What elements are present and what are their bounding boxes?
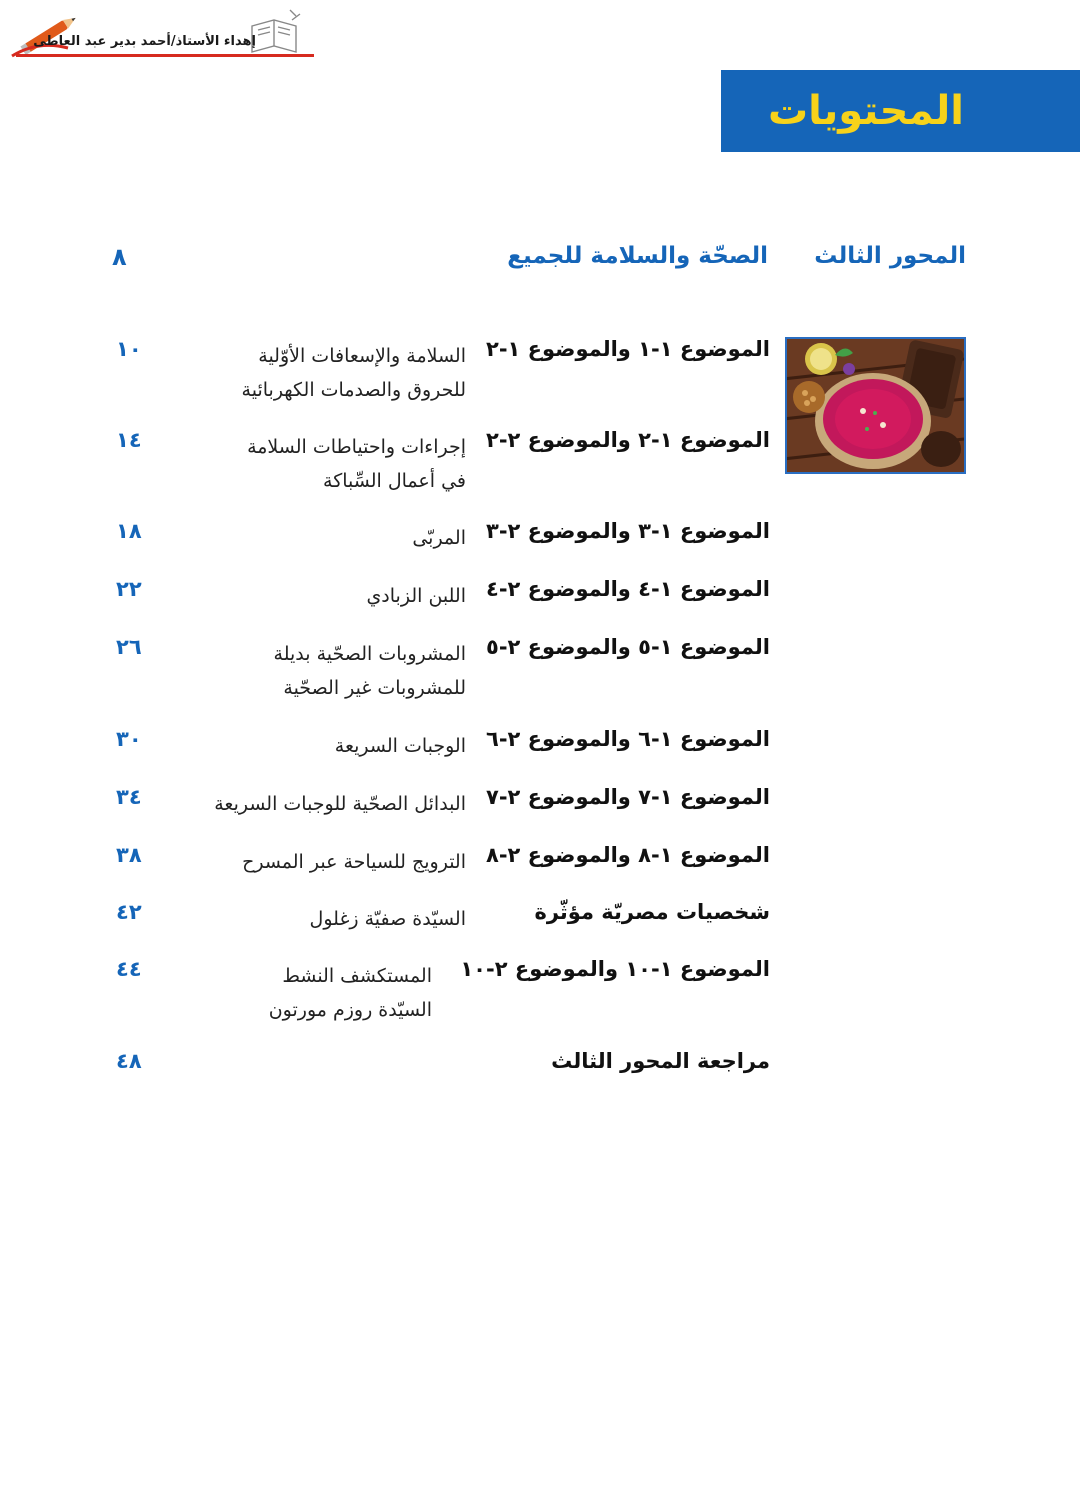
entry-description-line: إجراءات واحتياطات السلامة (247, 436, 466, 458)
entry-description (269, 959, 432, 1027)
entry-description-line: في أعمال السِّباكة (323, 470, 466, 492)
entry-page-number: ٢٢ (116, 577, 142, 601)
page-title: المحتويات (767, 88, 964, 134)
entry-description (412, 521, 466, 555)
entry-lesson: الموضوع ١-٢ والموضوع ٢-٢ (485, 428, 770, 452)
toc-entry[interactable] (0, 519, 1080, 559)
entry-lesson: الموضوع ١-١٠ والموضوع ٢-١٠ (460, 957, 770, 981)
toc-entry[interactable] (0, 727, 1080, 767)
toc-entry[interactable] (0, 577, 1080, 617)
toc-entry[interactable] (0, 428, 1080, 492)
entry-page-number: ٣٨ (116, 843, 142, 867)
entry-description-line: المربّى (412, 527, 466, 549)
entry-lesson: الموضوع ١-١ والموضوع ١-٢ (485, 337, 770, 361)
entry-lesson: الموضوع ١-٧ والموضوع ٢-٧ (485, 785, 770, 809)
entry-description-line: الترويج للسياحة عبر المسرح (242, 851, 466, 873)
toc-entry[interactable] (0, 635, 1080, 699)
toc-entry[interactable] (0, 1049, 1080, 1089)
toc-entry[interactable] (0, 957, 1080, 1021)
entry-lesson: الموضوع ١-٣ والموضوع ٢-٣ (485, 519, 770, 543)
entry-description-line: اللبن الزبادي (366, 585, 466, 607)
entry-description-line: للمشروبات غير الصحّية (283, 677, 466, 699)
entry-lesson: الموضوع ١-٨ والموضوع ٢-٨ (485, 843, 770, 867)
entry-page-number: ٣٤ (116, 785, 142, 809)
unit-title: الصحّة والسلامة للجميع (507, 243, 768, 269)
entry-lesson: شخصيات مصريّة مؤثّرة (534, 900, 770, 924)
entry-lesson: الموضوع ١-٤ والموضوع ٢-٤ (485, 577, 770, 601)
entry-lesson: مراجعة المحور الثالث (551, 1049, 770, 1073)
entry-description-line: السلامة والإسعافات الأوّلية (258, 345, 466, 367)
entry-description (335, 729, 466, 763)
dedication-text: إهداء الأستاذ/أحمد بدير عبد العاطى (33, 34, 256, 49)
unit-label: المحور الثالث (814, 243, 966, 269)
entry-description (242, 339, 466, 407)
entry-page-number: ٣٠ (116, 727, 142, 751)
entry-description-line: المستكشف النشط (282, 965, 432, 987)
entry-page-number: ٤٤ (116, 957, 142, 981)
entry-lesson: الموضوع ١-٦ والموضوع ٢-٦ (485, 727, 770, 751)
entry-description (366, 579, 466, 613)
entry-description-line: للحروق والصدمات الكهربائية (241, 379, 466, 401)
entry-page-number: ١٠ (116, 337, 142, 361)
entry-page-number: ٤٢ (116, 900, 142, 924)
entry-description-line: الوجبات السريعة (334, 735, 466, 757)
entry-page-number: ٤٨ (116, 1049, 142, 1073)
toc-entry[interactable] (0, 843, 1080, 883)
entry-lesson: الموضوع ١-٥ والموضوع ٢-٥ (485, 635, 770, 659)
toc-entry[interactable] (0, 900, 1080, 940)
entry-page-number: ١٤ (116, 428, 142, 452)
entry-page-number: ٢٦ (116, 635, 142, 659)
entry-description (242, 845, 466, 879)
title-banner (721, 70, 1080, 152)
unit-page-number: ٨ (112, 243, 127, 271)
entry-description (214, 787, 466, 821)
entry-description (310, 902, 466, 936)
entry-description-line: المشروبات الصحّية بديلة (273, 643, 466, 665)
dedication-header (8, 4, 314, 60)
entry-page-number: ١٨ (116, 519, 142, 543)
toc-entry[interactable] (0, 337, 1080, 401)
dedication-underline (16, 54, 314, 57)
pencil-book-icon (8, 4, 314, 60)
entry-description-line: السيّدة روزم مورتون (268, 999, 432, 1021)
toc-entry[interactable] (0, 785, 1080, 825)
entry-description-line: السيّدة صفيّة زغلول (309, 908, 466, 930)
entry-description (247, 430, 466, 498)
entry-description (274, 637, 466, 705)
entry-description-line: البدائل الصحّية للوجبات السريعة (214, 793, 466, 815)
